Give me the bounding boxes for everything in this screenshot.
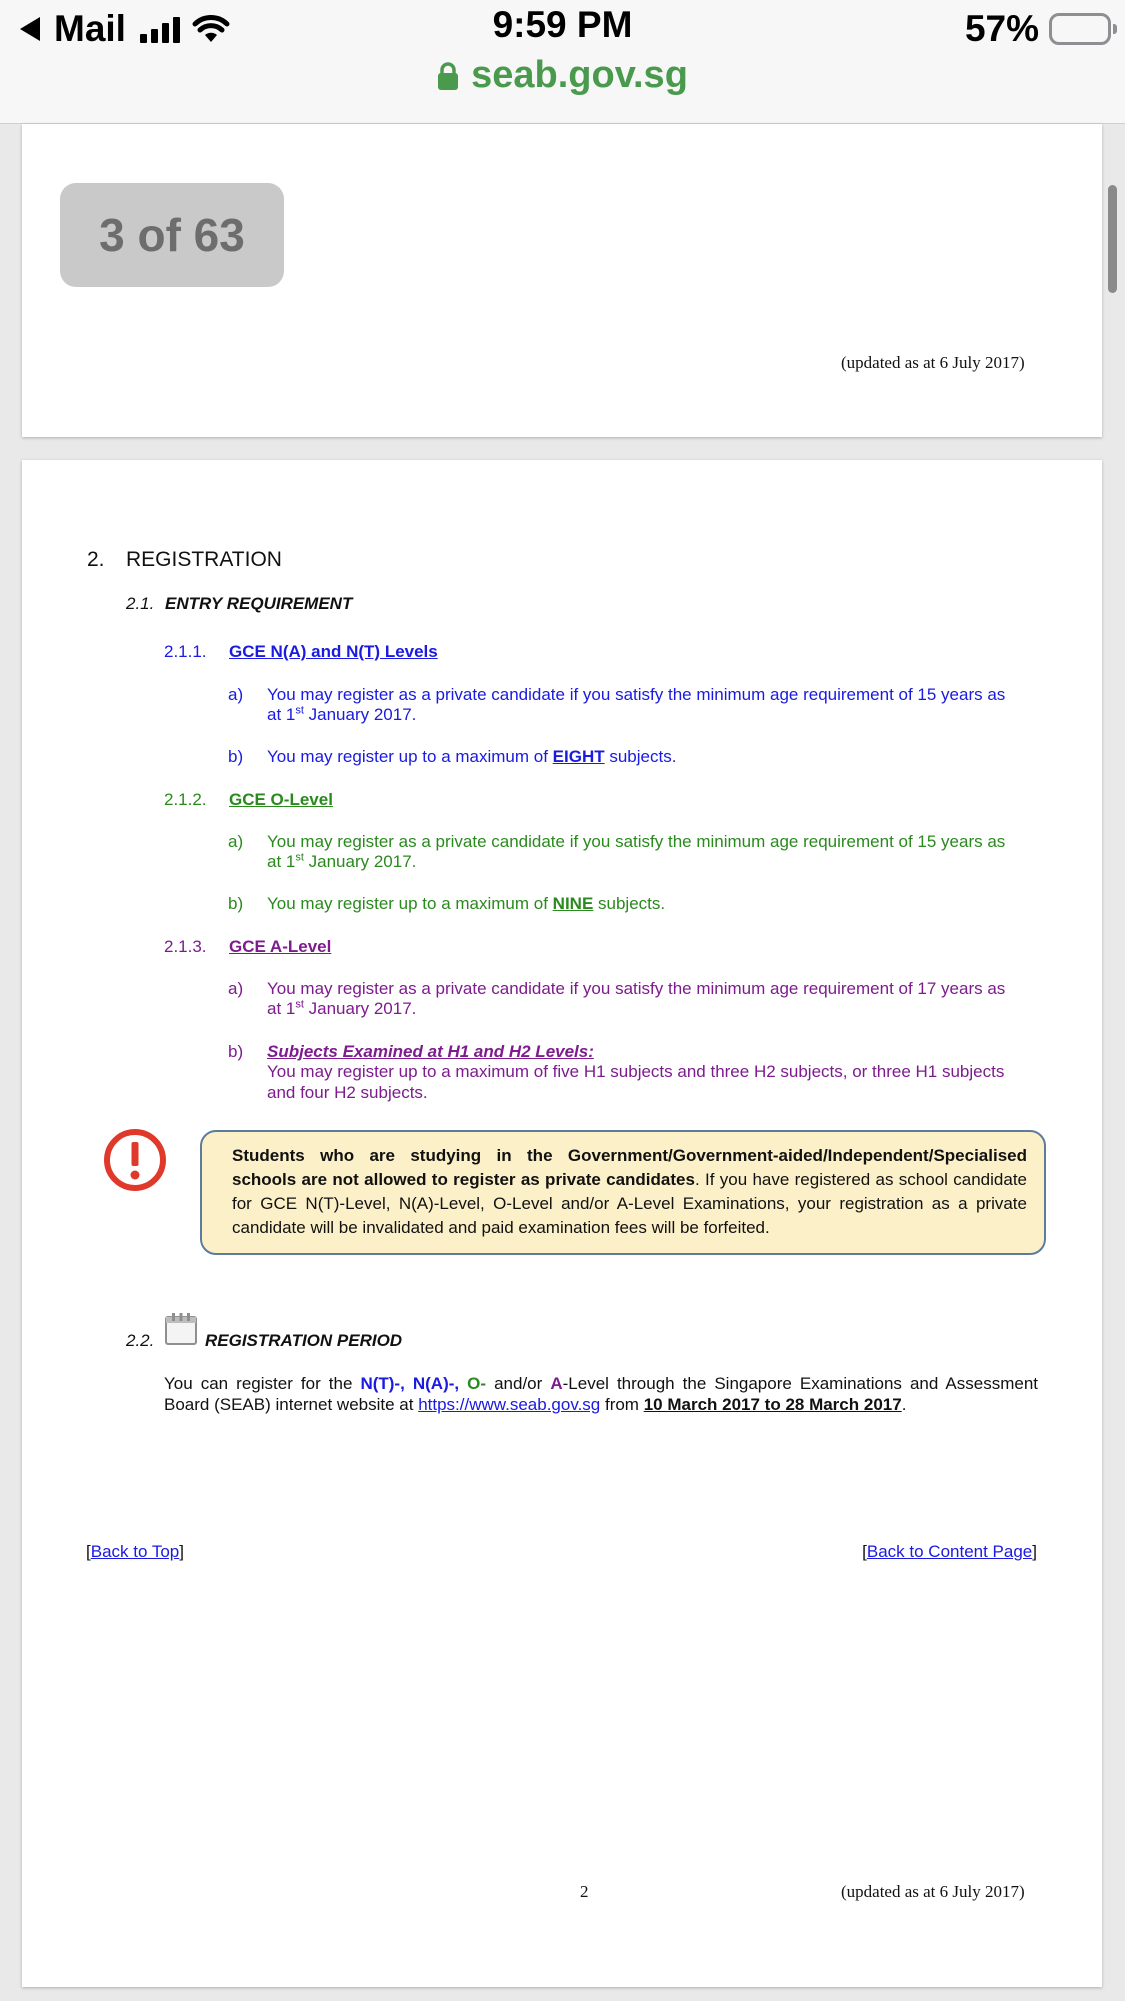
o-level-title: GCE O-Level [229, 790, 333, 809]
na-nt-title: GCE N(A) and N(T) Levels [229, 642, 438, 661]
o-level-b-label: b) [228, 894, 244, 913]
address-bar[interactable] [0, 54, 1125, 97]
na-nt-b-text: You may register up to a maximum of EIGHT subjects. [267, 747, 677, 766]
calendar-icon [164, 1312, 198, 1346]
a-level-b-text-2: and four H2 subjects. [267, 1083, 428, 1102]
period-number: 2.2. [126, 1331, 155, 1350]
a-level-b-text: You may register up to a maximum of five H1 subjects and three H2 subjects, or three H1 subjects [267, 1062, 1005, 1081]
a-level-title: GCE A-Level [229, 937, 332, 956]
page-number: 2 [580, 1882, 589, 1901]
na-nt-a-date: at 1st January 2017. [267, 704, 417, 724]
na-nt-b-label: b) [228, 747, 244, 766]
back-to-top-link[interactable]: Back to Top [90, 1542, 180, 1561]
page-indicator: 3 of 63 [60, 183, 284, 287]
footer-updated-note: (updated as at 6 July 2017) [841, 1882, 1025, 1901]
na-nt-a-text: You may register as a private candidate if you satisfy the minimum age requirement of 15 years as [267, 685, 1006, 704]
updated-note: (updated as at 6 July 2017) [841, 353, 1025, 372]
seab-website-link[interactable]: https://www.seab.gov.sg [418, 1395, 601, 1414]
section-number: 2. [87, 548, 105, 571]
section-title: REGISTRATION [126, 548, 282, 571]
o-level-a-label: a) [228, 832, 244, 851]
entry-title: ENTRY REQUIREMENT [165, 594, 353, 613]
entry-number: 2.1. [126, 594, 155, 613]
url-text: seab.gov.sg [471, 54, 688, 96]
a-level-a-text: You may register as a private candidate if you satisfy the minimum age requirement of 17 years as [267, 979, 1006, 998]
back-to-content-nav: [Back to Content Page] [862, 1542, 1037, 1561]
battery-indicator [965, 6, 1111, 52]
scrollbar[interactable] [1108, 185, 1117, 293]
back-app-label: Mail [54, 8, 126, 49]
a-level-a-label: a) [228, 979, 244, 998]
battery-icon [1049, 13, 1111, 45]
o-level-a-text: You may register as a private candidate if you satisfy the minimum age requirement of 15 years as [267, 832, 1006, 851]
battery-percent: 57% [964, 8, 1039, 49]
a-level-a-date: at 1st January 2017. [267, 998, 417, 1018]
na-nt-a-label: a) [228, 685, 244, 704]
period-title: REGISTRATION PERIOD [205, 1331, 403, 1350]
clock: 9:59 PM [492, 4, 633, 45]
a-level-b-heading: Subjects Examined at H1 and H2 Levels: [267, 1042, 594, 1061]
status-bar [0, 0, 1125, 124]
warning-exclamation-icon [103, 1128, 167, 1192]
o-level-a-date: at 1st January 2017. [267, 851, 417, 871]
back-to-top-nav: [Back to Top] [86, 1542, 184, 1561]
back-to-content-link[interactable]: Back to Content Page [866, 1542, 1033, 1561]
lock-icon [437, 61, 459, 91]
o-level-number: 2.1.2. [164, 790, 207, 809]
period-paragraph: You can register for the N(T)-, N(A)-, O- and/or A-Level through the Singapore Examinations and Assessment Board (SEAB) internet website at https://www.seab.gov.sg from 10 March 2017 to 28 March 2017. [164, 1374, 1038, 1414]
notice-text: Students who are studying in the Government/Government-aided/Independent/Specialised schools are not allowed to register as private candidates. If you have registered as school candidate for GCE N(T)-Level, N(A)-Level, O-Level and/or A-Level Examinations, your registration as a private candidate will be invalidated and paid examination fees will be forfeited. [232, 1146, 1027, 1237]
a-level-number: 2.1.3. [164, 937, 207, 956]
o-level-b-text: You may register up to a maximum of NINE subjects. [267, 894, 666, 913]
a-level-b-label: b) [228, 1042, 244, 1061]
na-nt-number: 2.1.1. [164, 642, 207, 661]
